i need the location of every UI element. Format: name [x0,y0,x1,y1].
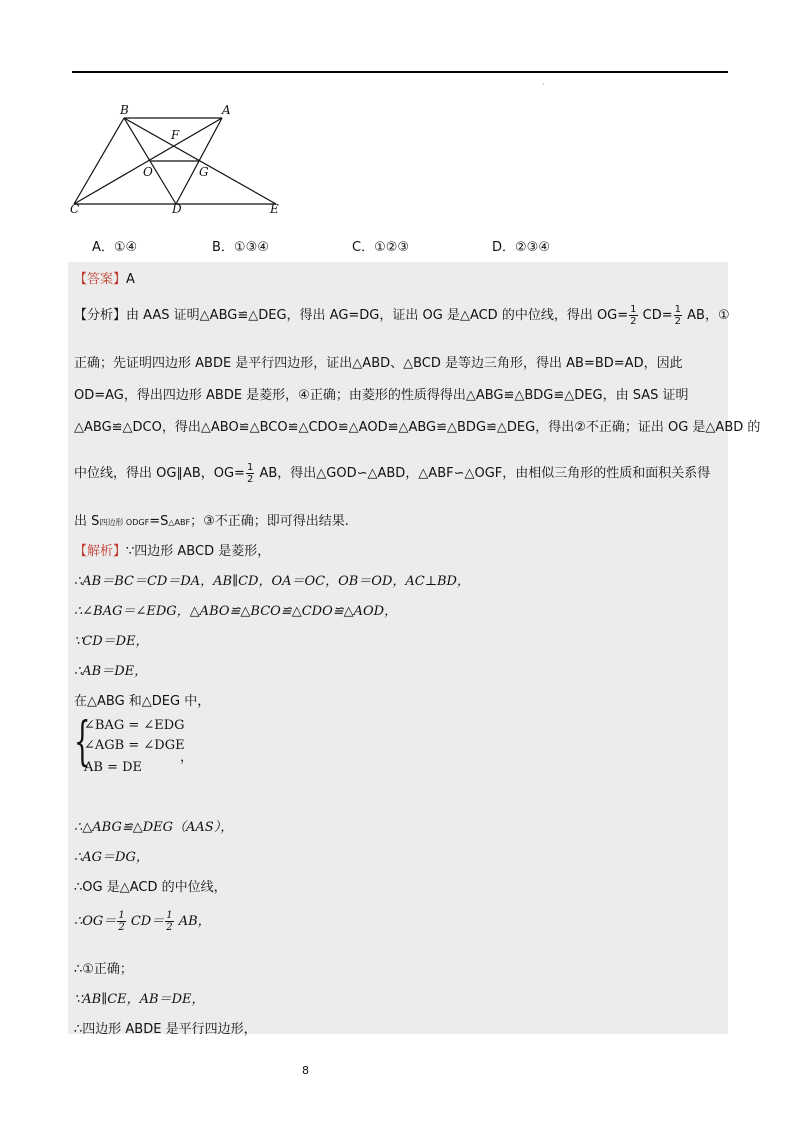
solution-line-6: 在△ABG 和△DEG 中， [74,694,211,709]
solution-tag: 【解析】 [74,544,127,559]
label-F: F [171,128,180,142]
analysis-tag: 【分析】 [74,308,127,323]
solution-text: CD＝ [126,914,165,929]
solution-line-10 [74,910,211,933]
geometry-figure [68,100,298,218]
fraction [117,910,125,933]
frac-num: 1 [674,304,682,315]
solution-line-4: ∵CD＝DE， [74,634,149,649]
subscript: △ABF [168,518,191,527]
analysis-line-2: 正确；先证明四边形 ABDE 是平行四边形，证出△ABD、△BCD 是等边三角形，得出 AB=BD=AD，因此 [74,356,683,371]
analysis-line-5 [74,462,710,485]
system-comma: ， [180,750,194,765]
analysis-line-6 [74,510,349,529]
frac-num: 1 [246,462,254,473]
analysis-line-3: OD=AG，得出四边形 ABDE 是菱形，④正确；由菱形的性质得得出△ABG≌△BDG≌△DEG，由 SAS 证明 [74,388,689,403]
label-D: D [172,202,182,216]
solution-line-12: ∵AB∥CE，AB＝DE， [74,992,205,1007]
frac-den: 2 [674,316,682,327]
choice-a: A．①④ [92,240,138,255]
analysis-text: ；③不正确；即可得出结果. [190,514,349,529]
system-row-1: ∠BAG = ∠EDG [84,718,185,733]
solution-line-1 [74,540,270,559]
solution-line-3: ∴∠BAG＝∠EDG，△ABO≌△BCO≌△CDO≌△AOD， [74,604,398,619]
frac-den: 2 [118,922,125,933]
solution-text: AB， [174,914,211,929]
analysis-text: 由 AAS 证明△ABG≌△DEG，得出 AG=DG，证出 OG 是△ACD 的中位线，得出 OG= [126,308,629,323]
solution-line-13: ∴四边形 ABDE 是平行四边形， [74,1022,257,1037]
segment-BC [74,118,124,204]
answer-tag: 【答案】 [74,272,127,287]
header-rule [72,71,728,73]
frac-num: 1 [166,910,173,921]
analysis-text: 出 S [74,514,100,529]
analysis-text: AB，得出△GOD∽△ABD，△ABF∽△OGF，由相似三角形的性质和面积关系得 [255,466,711,481]
solution-line-2: ∴AB＝BC＝CD＝DA，AB∥CD，OA＝OC，OB＝OD，AC⊥BD， [74,574,470,589]
solution-line-11: ∴①正确； [74,962,133,977]
label-E: E [270,202,279,216]
analysis-line-4: △ABG≌△DCO，得出△ABO≌△BCO≌△CDO≌△AOD≌△ABG≌△BDG≌△DEG，得出②不正确；证出 OG 是△ABD 的 [74,420,761,435]
solution-line-5: ∴AB＝DE， [74,664,148,679]
label-G: G [199,165,209,179]
subscript: 四边形 ODGF [99,518,150,527]
fraction [674,304,682,327]
fraction [629,304,637,327]
choice-d: D．②③④ [492,240,550,255]
analysis-text: =S [149,514,169,529]
frac-den: 2 [166,922,173,933]
page-number: 8 [302,1064,309,1077]
label-A: A [222,103,231,117]
solution-line-7: ∴△ABG≌△DEG（AAS）， [74,820,234,835]
system-row-3: AB = DE [84,760,143,775]
label-C: C [70,202,80,216]
label-B: B [120,103,129,117]
system-row-2: ∠AGB = ∠DGE [84,738,185,753]
frac-num: 1 [118,910,125,921]
answer-line [74,268,135,287]
frac-den: 2 [630,316,637,327]
analysis-text: 中位线，得出 OG∥AB，OG= [74,466,245,481]
analysis-text: AB，① [683,308,730,323]
solution-text: ∵四边形 ABCD 是菱形， [126,544,271,559]
solution-text: ∴OG＝ [74,914,117,929]
solution-line-8: ∴AG＝DG， [74,850,149,865]
header-dot: · [542,80,545,89]
fraction [165,910,173,933]
frac-num: 1 [630,304,637,315]
answer-value: A [126,272,135,287]
choice-c: C．①②③ [352,240,410,255]
label-O: O [143,165,153,179]
analysis-text: CD= [638,308,673,323]
analysis-line-1 [74,304,730,327]
frac-den: 2 [246,474,254,485]
solution-line-9: ∴OG 是△ACD 的中位线， [74,880,227,895]
choice-b: B．①③④ [212,240,269,255]
left-brace: { [74,712,91,772]
fraction [246,462,254,485]
